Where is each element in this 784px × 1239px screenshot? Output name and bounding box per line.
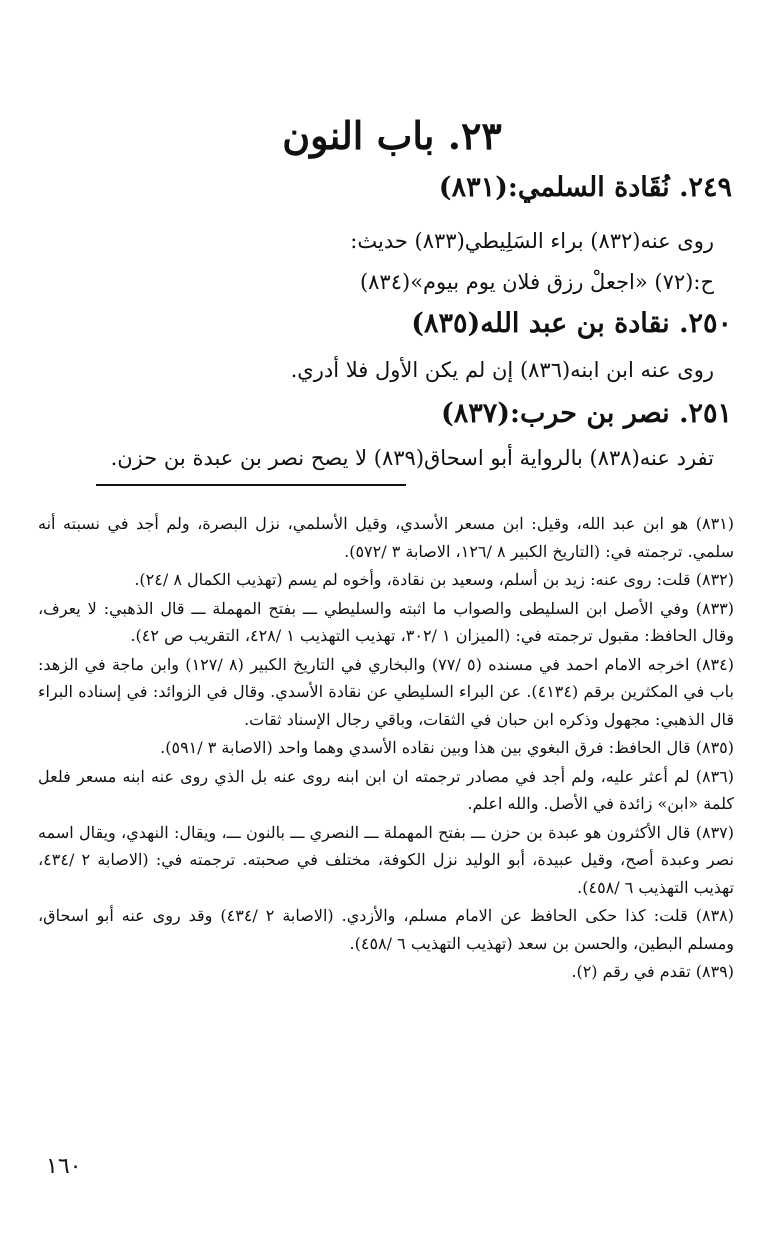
entry-heading: ٢٥٠. نقادة بن عبد الله(٨٣٥) — [411, 308, 732, 339]
entry-text: روى عنه(٨٣٢) براء السَلِيطي(٨٣٣) حديث: — [350, 229, 714, 253]
footnote: (٨٣١) هو ابن عبد الله، وقيل: ابن مسعر الأسدي، وقيل الأسلمي، نزل البصرة، ولم أجد في نسبته أنه سلمي. ترجمته في: (التاريخ الكبير ٨ /١٢٦، الاصابة ٣ /٥٧٢). — [38, 514, 734, 561]
footnote-separator — [96, 484, 406, 486]
footnote: (٨٣٩) تقدم في رقم (٢). — [571, 962, 734, 981]
footnote: (٨٣٤) اخرجه الامام احمد في مسنده (٥ /٧٧) والبخاري في التاريخ الكبير (٨ /١٢٧) وابن ماجة في الزهد: باب في المكثرين برقم (٤١٣٤). عن البراء السليطي عن نقادة الأسدي. وقال في الزوائد: في إسناده البراء قال الذهبي: مجهول وذكره ابن حبان في الثقات، وباقي رجال الإسناد ثقات. — [38, 654, 734, 729]
entry-text: تفرد عنه(٨٣٨) بالرواية أبو اسحاق(٨٣٩) لا يصح نصر بن عبدة بن حزن. — [110, 446, 714, 470]
footnote: (٨٣٧) قال الأكثرون هو عبدة بن حزن ـــ بفتح المهملة ـــ النصري ـــ بالنون ـــ، ويقال: النهدي، ويقال اسمه نصر وعبدة أصح، وقيل عبيدة، أبو الوليد نزل الكوفة، مختلف في صحبته. ترجمته في: (الاصابة ٢ /٤٣٤، تهذيب التهذيب ٦ /٤٥٨). — [38, 822, 734, 897]
entry-heading: ٢٤٩. نُقَادة السلمي:(٨٣١) — [438, 172, 732, 203]
entry-heading: ٢٥١. نصر بن حرب:(٨٣٧) — [440, 398, 732, 429]
entry-text: روى عنه ابن ابنه(٨٣٦) إن لم يكن الأول فلا أدري. — [290, 358, 714, 382]
footnote: (٨٣٥) قال الحافظ: فرق البغوي بين هذا وبين نقاده الأسدي وهما واحد (الاصابة ٣ /٥٩١). — [160, 738, 734, 757]
footnote: (٨٣٣) وفي الأصل ابن السليطى والصواب ما اثبته والسليطي ـــ بفتح المهملة ـــ قال الذهبي: لا يعرف، وقال الحافظ: مقبول ترجمته في: (الميزان ١ /٣٠٢، تهذيب التهذيب ١ /٤٢٨، التقريب ص ٤٢). — [38, 598, 734, 645]
entry-text: ح:(٧٢) «اجعلْ رزق فلان يوم بيوم»(٨٣٤) — [359, 270, 714, 294]
footnote: (٨٣٢) قلت: روى عنه: زيد بن أسلم، وسعيد بن نقادة، وأخوه لم يسم (تهذيب الكمال ٨ /٢٤). — [134, 570, 734, 589]
footnote: (٨٣٨) قلت: كذا حكى الحافظ عن الامام مسلم، والأزدي. (الاصابة ٢ /٤٣٤) وقد روى عنه أبو اسحاق، ومسلم البطين، والحسن بن سعد (تهذيب التهذيب ٦ /٤٥٨). — [38, 906, 734, 953]
footnote: (٨٣٦) لم أعثر عليه، ولم أجد في مصادر ترجمته ان ابن ابنه روى عنه بل الذي روى عنه ابنه مسعر فلعل كلمة «ابن» زائدة في الأصل. والله اعلم. — [38, 766, 734, 813]
footnotes — [38, 510, 734, 987]
chapter-title: ٢٣. باب النون — [282, 113, 502, 158]
page-number: ١٦٠ — [46, 1154, 82, 1179]
